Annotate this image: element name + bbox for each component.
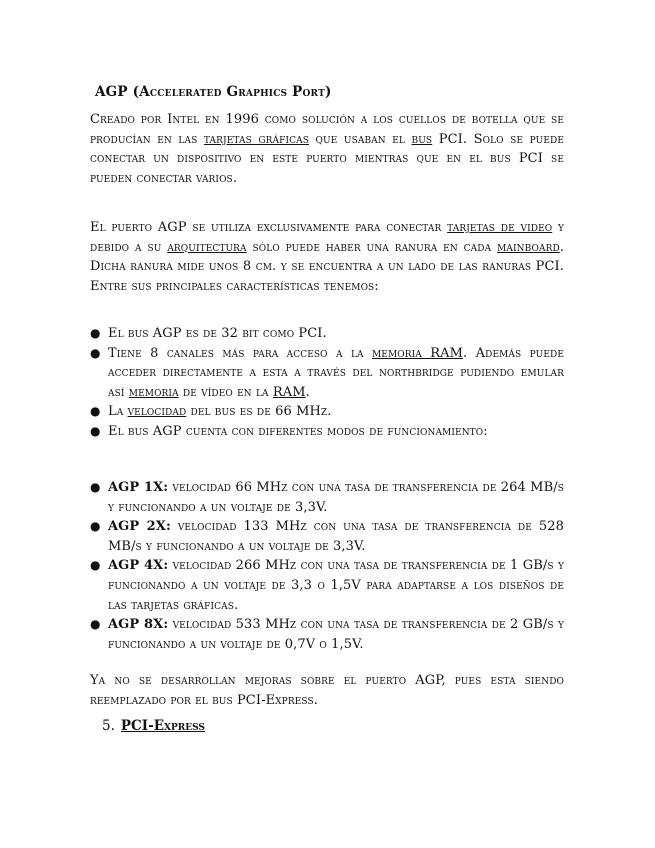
list-item [90, 324, 564, 344]
mode-name: AGP 2X: [108, 519, 171, 535]
link-ram[interactable]: RAM [272, 384, 306, 400]
mode-description: velocidad 133 MHz con una tasa de transferencia de 528 MB/s y funcionando a un voltaje de 3,3V. [108, 519, 564, 554]
text-span: . Dicha ranura mide unos 8 cm. y se encuentra a un lado de las ranuras PCI. Entre sus principales características tenemos: [90, 239, 564, 294]
next-section-heading [102, 718, 205, 734]
link-velocidad[interactable]: velocidad [127, 404, 187, 420]
intro-paragraph [90, 110, 564, 188]
bullet-icon: ● [90, 480, 101, 494]
list-item [90, 478, 564, 517]
mode-name: AGP 4X: [108, 558, 169, 574]
list-item [90, 344, 564, 403]
list-item [90, 615, 564, 654]
closing-paragraph: Ya no se desarrollan mejoras sobre el puerto AGP, pues esta siendo reemplazado por el bus PCI-Express. [90, 673, 564, 708]
text-span: que usaban el [309, 131, 412, 147]
link-memoria-ram[interactable]: memoria RAM [371, 345, 464, 361]
bullet-icon: ● [90, 345, 101, 360]
bullet-icon: ● [90, 558, 101, 573]
mode-description: velocidad 266 MHz con una tasa de transferencia de 1 GB/s y funcionando a un voltaje de 3,3 o 1,5V para adaptarse a los diseños de las tarjetas gráficas. [108, 558, 564, 613]
text-span: PCI. Solo se puede conectar un dispositivo en este puerto mientras que en el bus PCI se pueden conectar varios. [90, 131, 564, 186]
text-span: El bus AGP es de 32 bit como PCI. [108, 326, 327, 341]
text-span: . Además puede acceder directamente a esta a través del northbridge pudiendo emular así [108, 345, 564, 400]
bullet-icon: ● [90, 404, 101, 419]
features-list [90, 324, 564, 442]
link-tarjetas-graficas[interactable]: tarjetas gráficas [203, 131, 309, 147]
mode-description: velocidad 66 MHz con una tasa de transferencia de 264 MB/s y funcionando a un voltaje de 3,3V. [108, 480, 564, 515]
modes-list [90, 478, 564, 654]
list-item [90, 402, 564, 422]
text-span: El puerto AGP se utiliza exclusivamente para conectar [90, 220, 448, 235]
text-span: . [305, 384, 310, 400]
text-span: La [108, 404, 128, 420]
link-bus[interactable]: bus [411, 131, 433, 147]
section-title: AGP (Accelerated Graphics Port) [95, 84, 332, 100]
link-tarjetas-de-video[interactable]: tarjetas de video [447, 220, 553, 235]
mode-description: velocidad 533 MHz con una tasa de transferencia de 2 GB/s y funcionando a un voltaje de 0,7V o 1,5V. [108, 617, 564, 652]
text-span: y debido a su [90, 220, 565, 255]
text-span: Creado por Intel en 1996 como solución a los cuellos de botella que se producían en las [90, 112, 564, 147]
link-memoria[interactable]: memoria [128, 384, 179, 400]
bullet-icon: ● [90, 617, 101, 632]
text-span: de vídeo en la [178, 384, 273, 400]
list-item [90, 517, 564, 556]
list-item [90, 422, 564, 442]
bullet-icon: ● [90, 326, 101, 340]
text-span: sólo puede haber una ranura en cada [246, 239, 498, 255]
bullet-icon: ● [90, 423, 101, 438]
usage-paragraph [90, 218, 564, 296]
link-mainboard[interactable]: mainboard [497, 239, 560, 255]
mode-name: AGP 8X: [108, 617, 169, 633]
link-arquitectura[interactable]: arquitectura [167, 239, 247, 255]
text-span: El bus AGP cuenta con diferentes modos de funcionamiento: [108, 423, 488, 439]
text-span: del bus es de 66 MHz. [186, 404, 332, 420]
bullet-icon: ● [90, 519, 101, 534]
list-item [90, 556, 564, 615]
section-name: PCI-Express [120, 718, 205, 734]
section-number: 5. [102, 718, 115, 734]
mode-name: AGP 1X: [108, 480, 169, 495]
text-span: Tiene 8 canales más para acceso a la [108, 345, 372, 361]
